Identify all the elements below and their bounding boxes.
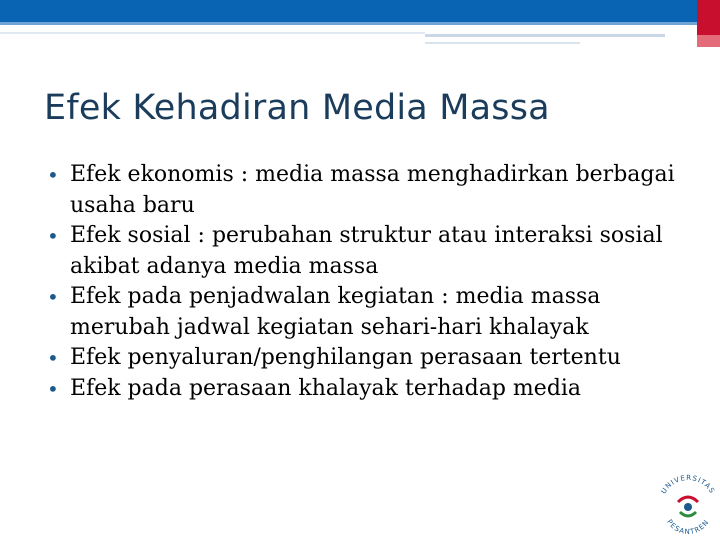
bullet-icon: • bbox=[47, 163, 59, 187]
bullet-icon: • bbox=[47, 224, 59, 248]
bullet-item: • Efek penyaluran/penghilangan perasaan tertentu bbox=[44, 343, 684, 374]
bullet-icon: • bbox=[47, 376, 59, 401]
logo-text-bottom: PESANTREN bbox=[665, 518, 711, 537]
svg-text:UNIVERSITAS bbox=[660, 474, 717, 495]
decor-line bbox=[425, 42, 580, 44]
top-band bbox=[0, 0, 697, 22]
slide-title: Efek Kehadiran Media Massa bbox=[44, 88, 550, 128]
logo-emblem bbox=[678, 497, 698, 516]
university-seal-icon bbox=[648, 462, 720, 540]
corner-accent-light bbox=[697, 35, 720, 47]
bullet-list bbox=[44, 160, 684, 404]
bullet-icon: • bbox=[47, 346, 59, 370]
svg-text:PESANTREN bbox=[665, 518, 711, 536]
bullet-icon: • bbox=[47, 285, 59, 309]
bullet-item: • Efek pada perasaan khalayak terhadap media bbox=[44, 374, 684, 405]
decor-line bbox=[425, 34, 665, 37]
decor-line bbox=[0, 32, 425, 34]
top-band-strip bbox=[0, 22, 697, 25]
bullet-item: • Efek sosial : perubahan struktur atau interaksi sosial akibat adanya media massa bbox=[47, 223, 663, 279]
bullet-item: • Efek pada penjadwalan kegiatan : media massa merubah jadwal kegiatan sehari-hari khalayak bbox=[47, 284, 601, 340]
bullet-item: • Efek ekonomis : media massa menghadirkan berbagai usaha baru bbox=[47, 162, 675, 218]
logo-text-top: UNIVERSITAS bbox=[659, 473, 717, 496]
corner-accent bbox=[697, 0, 720, 35]
